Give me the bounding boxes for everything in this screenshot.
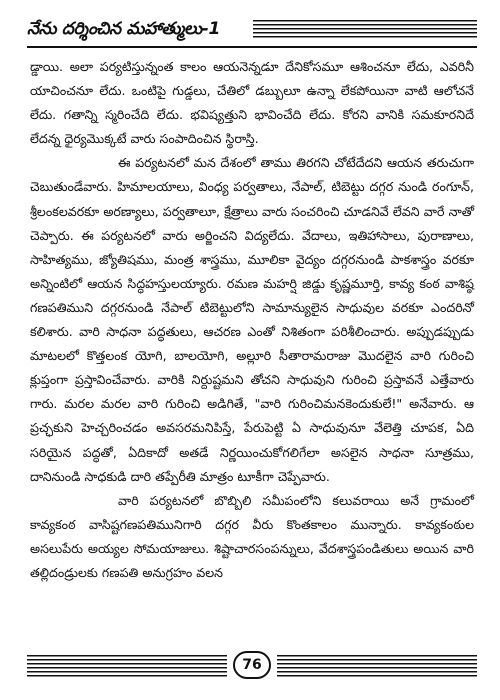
page-body	[30, 55, 474, 585]
footer-decorative-rule-right	[277, 655, 477, 677]
page-footer	[27, 649, 477, 689]
footer-decorative-rule-left	[27, 655, 227, 677]
running-header	[27, 16, 477, 46]
header-decorative-rule	[253, 20, 477, 40]
paragraph: డ్డాయి. అలా పర్యటిస్తున్నంత కాలం ఆయనెన్నడూ దేనికోసమూ ఆశించనూ లేదు, ఎవరినీ యాచించనూ లేదు. ఒంటిపై గుడ్డలు, చేతిలో డబ్బులూ ఉన్నా లేకపోయినా వాటి ఆలోచనే లేదు. గతాన్ని స్మరించేది లేదు. భవిష్యత్తుని భావించేది లేదు. కోరని వానికి సమకూరనిదే లేదన్న ధైర్యమొక్కటే వారు సంపాదించిన స్థిరాస్తి.	[30, 59, 474, 147]
paragraph: ఈ పర్యటనలో మన దేశంలో తాము తిరగని చోటేదేదని ఆయన తరుచుగా చెబుతుండేవారు. హిమాలయాలు, వింధ్య పర్వతాలు, నేపాల్, టిబెట్టు దగ్గర నుండి రంగూన్, శ్రీలంకలవరకూ అరణ్యాలు, పర్వతాలూ, క్షేత్రాలు వారు సంచరించి చూడనివే లేవని వారే నాతో చెప్పారు. ఈ పర్యటనలో వారు అర్జించని విద్యలేదు. వేదాలు, ఇతిహాసాలు, పురాణాలు, సాహిత్యము, జ్యోతిషము, మంత్ర శాస్త్రము, మూలికా వైద్యం దగ్గరనుండి పాకశాస్త్రం వరకూ అన్నింటిలో ఆయన సిద్ధహస్తులయ్యారు. రమణ మహర్షి జిడ్డు కృష్ణమూర్తి, కావ్య కంఠ వాశిష్ఠ గణపతిముని దగ్గరనుండి నేపాల్ టిబెట్టులోని సామాన్యులైన సాధువుల వరకూ ఎందరినో కలిశారు. వారి సాధనా పద్ధతులు, ఆచరణ ఎంతో నిశితంగా పరిశీలించారు. అప్పుడప్పుడు మాటలలో కొత్తలంక యోగి, బాలయోగి, అల్లూరి సీతారామరాజు మొదలైన వారి గురించి క్లుప్తంగా ప్రస్తావించేవారు. వారికి నిర్దుష్టమని తోచని సాధువుని గురించి ప్రస్తావనే ఎత్తేవారు గారు. మరల మరల వారి గురించి అడిగితే, "వారి గురించిమనకెందుకులే!" అనేవారు. ఆ ప్రచ్ఛకుని హెచ్చరించడం అవసరమనిపిస్తే, పేరుపెట్టి ఏ సాధువునూ వేలెత్తి చూపక, ఏది సరియైన పద్ధతో, ఏదికాదో అతడే నిర్ణయించుకోగలిగేలా అసలైన సాధనా సూత్రము, దానినుండి సాధకుడి దారి తప్పేరీతి మాత్రం టూకీగా చెప్పేవారు.	[30, 155, 474, 484]
page-number: 76	[233, 651, 271, 679]
paragraph: వారి పర్యటనలో బొబ్బిలి సమీపంలోని కలువరాయి అనే గ్రామంలో కావ్యకంఠ వాసిష్టగణపతిమునిగారి దగ్గర వీరు కొంతకాలం మున్నారు. కావ్యకంఠుల అసలుపేరు అయ్యల సోమయాజులు. శిష్టాచారసంపన్నులు, వేదశాస్త్రపండితులు అయిన వారి తల్లిదండ్రులకు గణపతి అనుగ్రహం వలన	[30, 492, 474, 580]
book-title: నేను దర్శించిన మహాత్ములు-1	[27, 19, 221, 39]
header-underline	[27, 46, 477, 48]
